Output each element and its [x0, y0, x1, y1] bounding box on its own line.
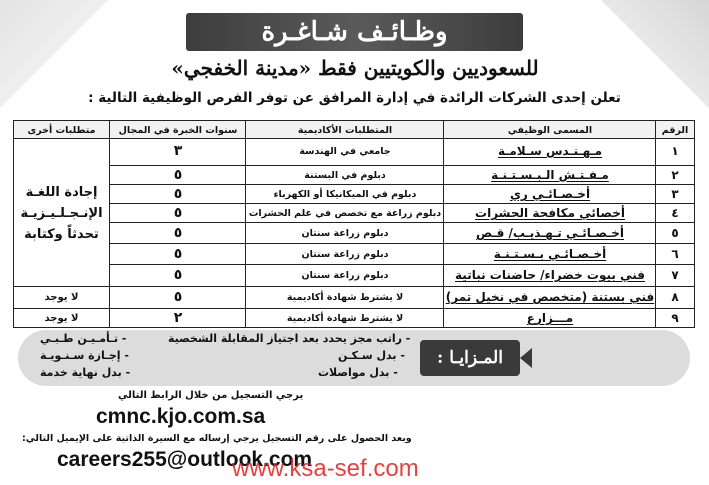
row-title: أخـصـائـي ري — [509, 187, 591, 201]
benefits-panel — [18, 330, 690, 386]
row-qual: دبلوم في البستنة — [304, 169, 386, 181]
banner-title: وظـائـف شـاغـرة — [261, 17, 448, 47]
row-qual: جامعي في الهندسة — [299, 145, 391, 157]
row-title: مـــزارع — [526, 311, 574, 325]
header-years: سنوات الخبرة في المجال — [118, 124, 238, 136]
row-num: ٧ — [671, 268, 679, 282]
header-num: الرقم — [661, 124, 689, 136]
registration-link[interactable]: cmnc.kjo.com.sa — [96, 405, 266, 428]
row-num: ٦ — [671, 247, 679, 261]
other-line: تحدثاً وكتابة — [24, 226, 99, 242]
row-title: مـهـنـدس سـلامـة — [497, 144, 603, 158]
row-title: أخـصـائـي تـهـذيـب/ قـص — [476, 226, 624, 240]
row-years: ٥ — [173, 246, 183, 262]
row-divider — [110, 243, 694, 244]
email-link[interactable]: careers255@outlook.com — [57, 448, 313, 471]
row-qual: لا يشترط شهادة أكاديمية — [286, 312, 404, 324]
row-other: لا يوجد — [44, 291, 79, 303]
benefit-item: - بدل سـكـن — [338, 349, 405, 362]
row-divider — [13, 286, 694, 287]
row-qual: دبلوم زراعة مع تخصص في علم الحشرات — [248, 207, 442, 219]
header-other: متطلبات أخرى — [27, 124, 96, 136]
other-requirements-merged — [13, 140, 110, 286]
row-title: أخـصـائـي بـسـتـنـة — [493, 247, 607, 261]
row-divider — [110, 222, 694, 223]
benefit-item: - إجـازة سـنـويـة — [40, 349, 129, 362]
other-line: إجادة اللغـة — [25, 184, 98, 200]
benefit-item: - بدل نهاية خدمة — [40, 366, 131, 379]
table-row — [14, 166, 694, 184]
header-title: المسمى الوظيفي — [507, 124, 593, 136]
row-num: ٢ — [671, 168, 679, 182]
arrow-icon — [520, 348, 532, 368]
benefits-label-box — [420, 340, 520, 376]
row-title: أخصائي مكافحة الحشرات — [475, 206, 625, 220]
header-qual: المتطلبات الأكاديمية — [297, 124, 393, 136]
registration-text: يرجي التسجيل من خلال الرابط التالي — [118, 390, 304, 401]
subtitle: للسعوديين والكويتيين فقط «مدينة الخفجي» — [171, 56, 539, 80]
row-years: ٥ — [173, 205, 183, 221]
jobs-table — [13, 120, 695, 328]
row-num: ٤ — [671, 206, 679, 220]
table-row — [14, 185, 694, 203]
table-row — [14, 309, 694, 327]
row-num: ١ — [671, 144, 679, 158]
benefits-label: المـزايـا : — [437, 348, 503, 368]
row-years: ٢ — [173, 310, 183, 326]
row-years: ٥ — [173, 289, 183, 305]
row-num: ٩ — [671, 311, 679, 325]
table-row — [14, 266, 694, 284]
watermark: www.ksa-sef.com — [232, 455, 419, 482]
intro-text: تعلن إحدى الشركات الرائدة في إدارة المرافق عن توفر الفرص الوظيفية التالية : — [88, 90, 621, 106]
row-years: ٣ — [173, 143, 183, 159]
table-row — [14, 288, 694, 306]
row-qual: دبلوم في الميكانيكا أو الكهرباء — [273, 188, 417, 200]
benefit-item: - راتب مجز يحدد بعد اجتياز المقابلة الشخصية — [168, 332, 411, 345]
row-num: ٨ — [671, 290, 679, 304]
table-row — [14, 245, 694, 263]
row-divider — [110, 264, 694, 265]
table-header — [14, 121, 694, 139]
row-num: ٥ — [671, 226, 679, 240]
row-title: فني بيوت خضراء/ حاضنات نباتية — [455, 268, 645, 282]
row-qual: دبلوم زراعة سنتان — [301, 269, 389, 281]
row-years: ٥ — [173, 186, 183, 202]
table-row — [14, 204, 694, 222]
benefit-item: - بدل مواصلات — [318, 366, 398, 379]
row-years: ٥ — [173, 267, 183, 283]
row-years: ٥ — [173, 167, 183, 183]
row-qual: دبلوم زراعة سنتان — [301, 248, 389, 260]
other-line: الإنـجـلـيـزيـة — [20, 205, 103, 221]
row-qual: لا يشترط شهادة أكاديمية — [286, 291, 404, 303]
title-banner — [186, 13, 523, 51]
row-other: لا يوجد — [44, 312, 79, 324]
table-row — [14, 142, 694, 160]
table-row — [14, 224, 694, 242]
row-qual: دبلوم زراعة سنتان — [301, 227, 389, 239]
row-years: ٥ — [173, 225, 183, 241]
email-instruction: وبعد الحصول على رقم التسجيل يرجي إرساله مع السيرة الذاتية على الإيميل التالي: — [22, 433, 412, 444]
benefit-item: - تـأمـيـن طـبـي — [40, 332, 127, 345]
row-title: فني بستنة (متخصص في نخيل تمر) — [445, 290, 655, 304]
row-title: مـفـتـش الـبـسـتـنـة — [491, 168, 609, 182]
row-num: ٣ — [671, 187, 679, 201]
